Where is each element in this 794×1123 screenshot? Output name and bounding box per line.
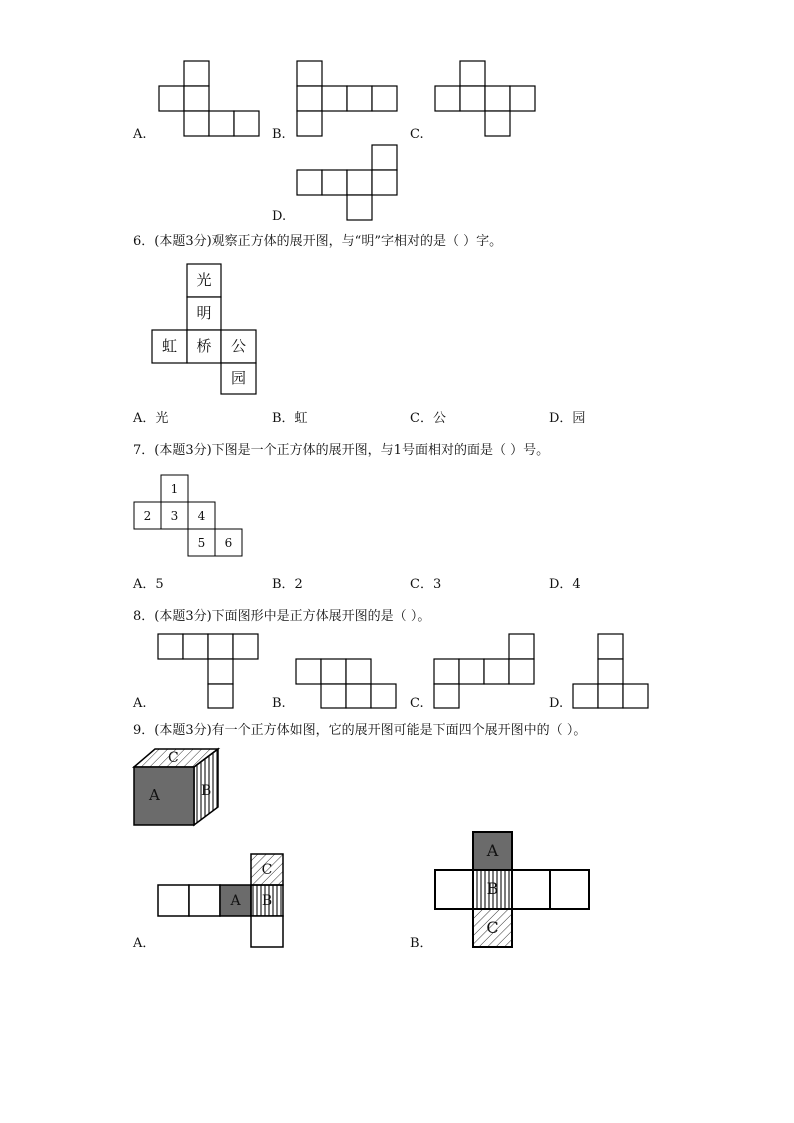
q8-option-b-label[interactable]: B. — [272, 696, 286, 711]
q6-char-gong: 公 — [230, 337, 246, 355]
q9-cube-face-a: A — [149, 786, 160, 804]
q7-face-5: 5 — [197, 536, 206, 550]
q7-option-d[interactable]: D．4 — [549, 577, 581, 592]
q7-face-1: 1 — [170, 482, 179, 496]
q9-net-b-face-b: B — [486, 879, 499, 898]
q6-char-qiao: 桥 — [196, 337, 212, 355]
q8-net-c — [434, 634, 534, 708]
q9-net-b-face-c: C — [486, 918, 499, 937]
q5-option-b-label[interactable]: B. — [272, 127, 286, 142]
q6-char-hong: 虹 — [161, 337, 177, 355]
q6-stem: 6．(本题3分)观察正方体的展开图，与“明”字相对的是（ ）字。 — [133, 234, 503, 249]
q9-cube-face-b: B — [201, 783, 212, 799]
q7-face-2: 2 — [143, 509, 152, 523]
q6-option-a[interactable]: A．光 — [133, 411, 169, 426]
q8-stem: 8．(本题3分)下面图形中是正方体展开图的是（ ）。 — [133, 609, 431, 624]
q5-net-a — [159, 61, 259, 136]
q7-face-3: 3 — [170, 509, 179, 523]
q8-option-d-label[interactable]: D. — [549, 696, 564, 711]
q5-net-c — [435, 61, 535, 136]
q9-net-a-face-b: B — [261, 893, 273, 909]
q6-char-guang: 光 — [196, 271, 212, 289]
q6-char-ming: 明 — [196, 304, 212, 322]
q9-net-b — [435, 832, 589, 947]
q8-net-a — [158, 634, 258, 708]
q8-option-c-label[interactable]: C. — [410, 696, 424, 711]
q7-option-a[interactable]: A．5 — [133, 577, 164, 592]
q8-net-b — [296, 659, 396, 708]
q9-option-b-label[interactable]: B． — [410, 936, 433, 951]
q5-option-c-label[interactable]: C. — [410, 127, 424, 142]
q5-option-d-label[interactable]: D. — [272, 209, 287, 224]
q7-stem: 7．(本题3分)下图是一个正方体的展开图，与1号面相对的面是（ ）号。 — [133, 443, 550, 458]
q5-net-b — [297, 61, 397, 136]
q9-option-a-label[interactable]: A． — [133, 936, 156, 951]
q7-face-4: 4 — [197, 509, 206, 523]
q6-char-yuan: 园 — [230, 369, 246, 387]
q9-net-a-face-a: A — [230, 893, 241, 909]
q6-option-b[interactable]: B．虹 — [272, 411, 308, 426]
q9-net-a-face-c: C — [261, 862, 273, 878]
q9-net-b-face-a: A — [486, 841, 499, 860]
q7-option-c[interactable]: C．3 — [410, 577, 442, 592]
q7-option-b[interactable]: B．2 — [272, 577, 303, 592]
q6-option-d[interactable]: D．园 — [549, 411, 586, 426]
q5-net-d — [297, 145, 397, 220]
q9-stem: 9．(本题3分)有一个正方体如图，它的展开图可能是下面四个展开图中的（ ）。 — [133, 723, 587, 738]
q9-cube-face-c: C — [168, 750, 179, 766]
q6-option-c[interactable]: C．公 — [410, 411, 446, 426]
q7-face-6: 6 — [224, 536, 233, 550]
q5-option-a-label[interactable]: A. — [133, 127, 147, 142]
q8-option-a-label[interactable]: A. — [133, 696, 147, 711]
q8-net-d — [573, 634, 648, 708]
